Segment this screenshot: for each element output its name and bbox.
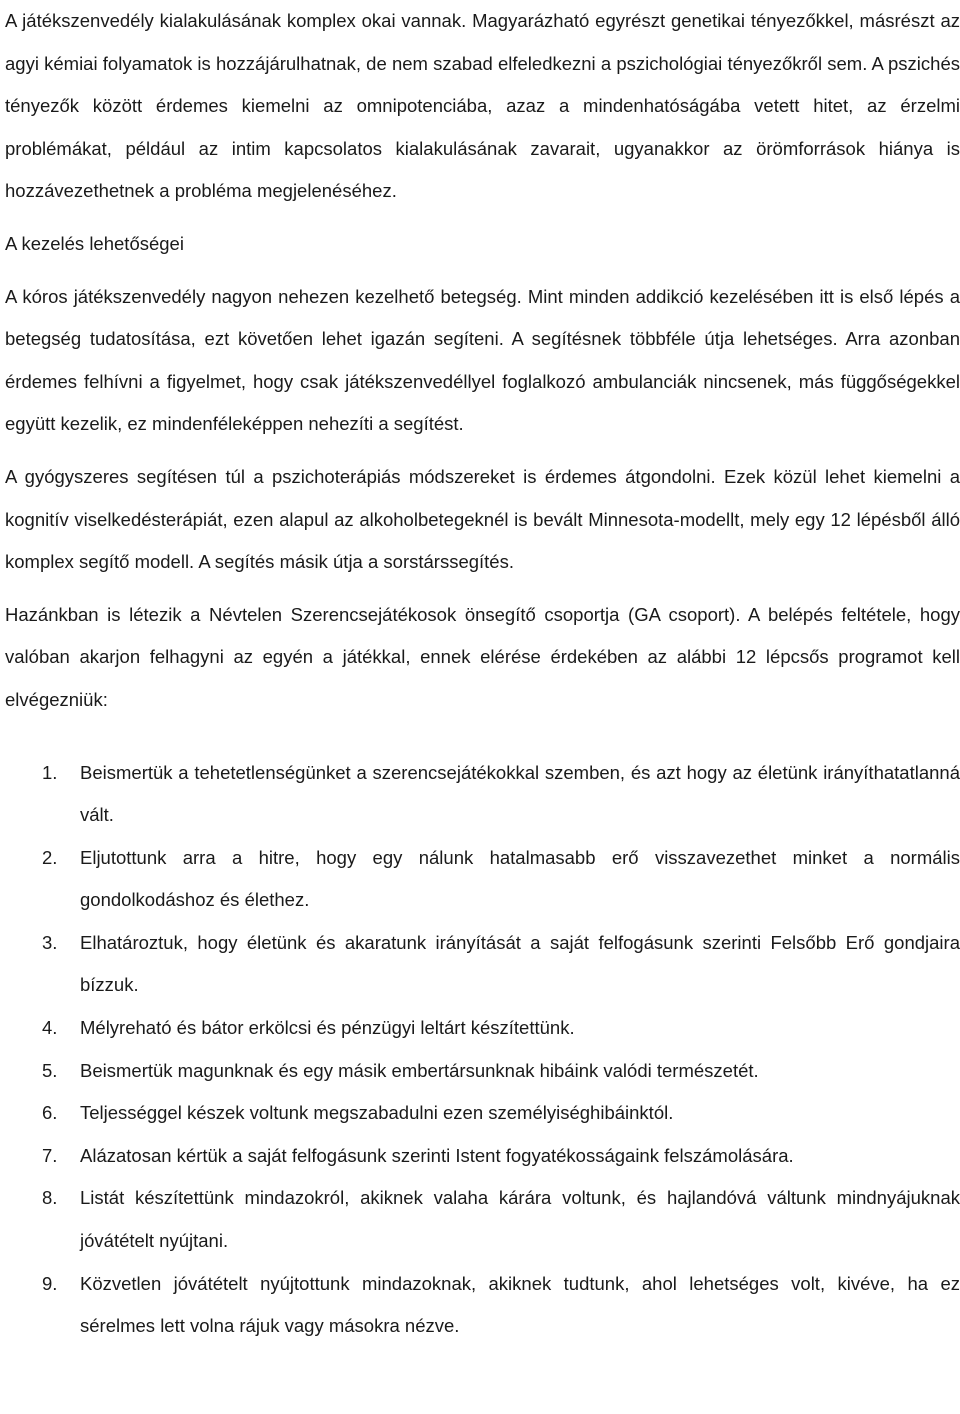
list-item-text: Alázatosan kértük a saját felfogásunk szerinti Istent fogyatékosságaink felszámolására. (80, 1144, 794, 1166)
list-item-number: 9. (42, 1272, 58, 1294)
list-item-number: 8. (42, 1187, 58, 1209)
list-item-number: 5. (42, 1059, 58, 1081)
list-item-text: Eljutottunk arra a hitre, hogy egy nálunk hatalmasabb erő visszavezethet minket a normális gondolkodáshoz és élethez. (80, 846, 960, 911)
paragraph-psychotherapy: A gyógyszeres segítésen túl a pszichoterápiás módszereket is érdemes átgondolni. Ezek közül lehet kiemelni a kognitív viselkedésterápiát, ezen alapul az alkoholbetegeknél is bevált Minnesota-modellt, mely egy 12 lépésből álló komplex segítő modell. A segítés másik útja a sorstárssegítés. (5, 465, 960, 573)
list-item (5, 1050, 960, 1093)
list-item-number: 6. (42, 1102, 58, 1124)
list-item-text: Elhatároztuk, hogy életünk és akaratunk irányítását a saját felfogásunk szerinti Felsőbb Erő gondjaira bízzuk. (80, 931, 960, 996)
list-item-number: 4. (42, 1017, 58, 1039)
list-item-text: Teljességgel készek voltunk megszabadulni ezen személyiséghibáinktól. (80, 1102, 674, 1124)
list-item-text: Listát készítettünk mindazokról, akiknek valaha kárára voltunk, és hajlandóvá váltunk mindnyájuknak jóvátételt nyújtani. (80, 1187, 960, 1252)
list-item (5, 1135, 960, 1178)
list-item (5, 1263, 960, 1348)
list-item-text: Mélyreható és bátor erkölcsi és pénzügyi leltárt készítettünk. (80, 1017, 575, 1039)
list-item (5, 837, 960, 922)
list-item-number: 3. (42, 931, 58, 953)
paragraph-treatment: A kóros játékszenvedély nagyon nehezen kezelhető betegség. Mint minden addikció kezelésében itt is első lépés a betegség tudatosítása, ezt követően lehet igazán segíteni. A segítésnek többféle útja lehetséges. Arra azonban érdemes felhívni a figyelmet, hogy csak játékszenvedéllyel foglalkozó ambulanciák nincsenek, más függőségekkel együtt kezelik, ez mindenféleképpen nehezíti a segítést. (5, 285, 960, 435)
list-item (5, 1177, 960, 1262)
section-heading-treatment: A kezelés lehetőségei (5, 232, 184, 254)
list-item (5, 1007, 960, 1050)
list-item-text: Közvetlen jóvátételt nyújtottunk mindazoknak, akiknek tudtunk, ahol lehetséges volt, kivéve, ha ez sérelmes lett volna rájuk vagy másokra nézve. (80, 1272, 960, 1337)
list-item (5, 752, 960, 837)
paragraph-causes: A játékszenvedély kialakulásának komplex okai vannak. Magyarázható egyrészt genetikai tényezőkkel, másrészt az agyi kémiai folyamatok is hozzájárulhatnak, de nem szabad elfeledkezni a pszichológiai tényezőkről sem. A pszichés tényezők között érdemes kiemelni az omnipotenciába, azaz a mindenhatóságába vetett hitet, az érzelmi problémákat, például az intim kapcsolatos kialakulásának zavarait, ugyanakkor az örömforrások hiánya is hozzávezethetnek a probléma megjelenéséhez. (5, 10, 960, 202)
list-item-text: Beismertük magunknak és egy másik embertársunknak hibáink valódi természetét. (80, 1059, 759, 1081)
list-item-number: 2. (42, 846, 58, 868)
twelve-step-list (5, 752, 960, 1348)
list-item-number: 7. (42, 1144, 58, 1166)
document-page (5, 0, 960, 1348)
list-item (5, 1092, 960, 1135)
list-item-number: 1. (42, 761, 58, 783)
list-item-text: Beismertük a tehetetlenségünket a szerencsejátékokkal szemben, és azt hogy az életünk irányíthatatlanná vált. (80, 761, 960, 826)
list-item (5, 922, 960, 1007)
paragraph-ga-group: Hazánkban is létezik a Névtelen Szerencsejátékosok önsegítő csoportja (GA csoport). A belépés feltétele, hogy valóban akarjon felhagyni az egyén a játékkal, ennek elérése érdekében az alábbi 12 lépcsős programot kell elvégezniük: (5, 603, 960, 710)
